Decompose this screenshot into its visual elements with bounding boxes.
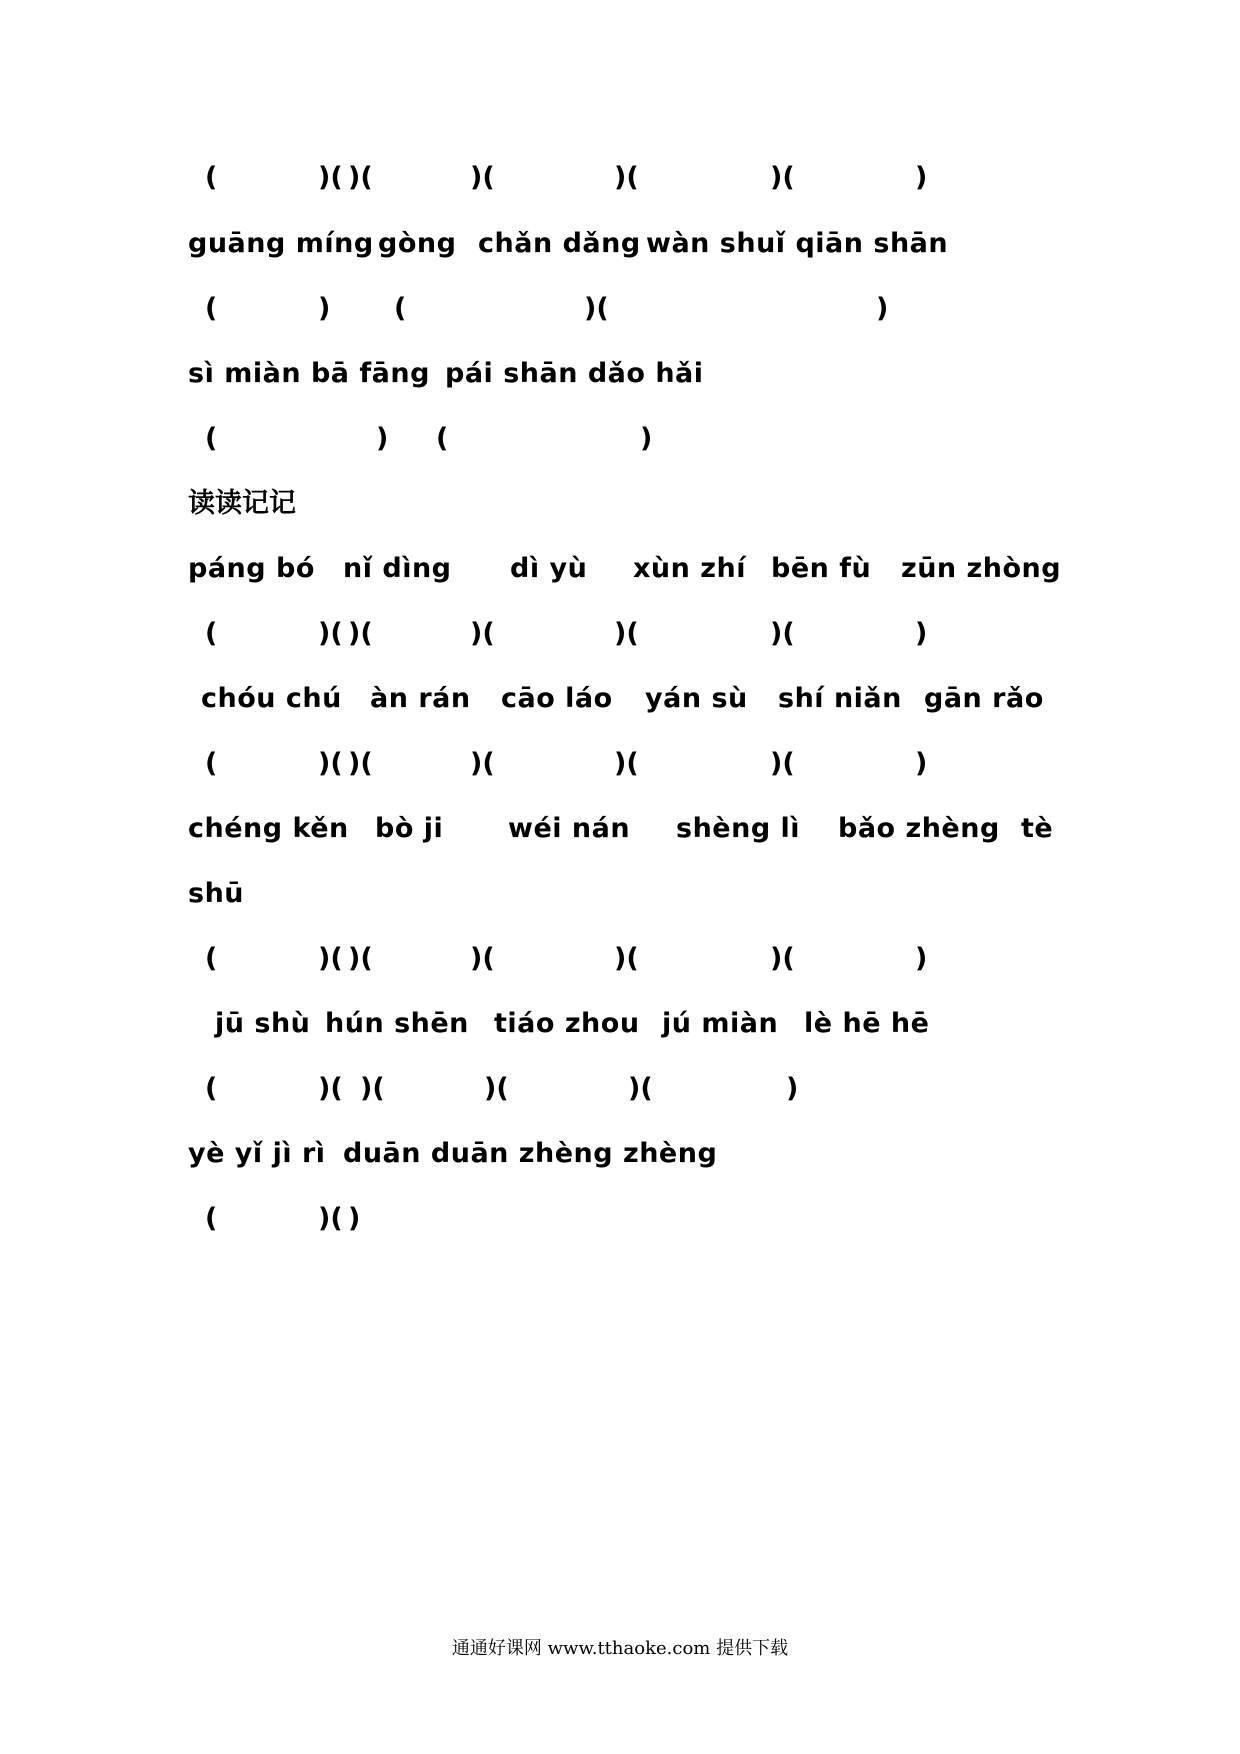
answer-blank-paren: )( [318, 618, 343, 649]
answer-blank-paren: ) [915, 618, 928, 649]
answer-blank-paren: )( [614, 618, 639, 649]
answer-blank-paren: ( [205, 1073, 218, 1104]
pinyin-word: yè yǐ jì rì [188, 1138, 326, 1169]
answer-blank-paren: )( [318, 943, 343, 974]
pinyin-word: shèng lì [676, 813, 801, 844]
answer-blank-paren: )( [318, 1073, 343, 1104]
answer-blank-paren: )( [614, 162, 639, 193]
answer-blank-paren: )( [484, 1073, 509, 1104]
answer-blank-paren: ( [205, 162, 218, 193]
pinyin-word: lè hē hē [804, 1008, 930, 1039]
pinyin-word: bò ji [375, 813, 444, 844]
answer-blank-paren: )( [318, 1203, 343, 1234]
answer-blank-paren: ) [915, 943, 928, 974]
answer-blank-paren: )( [584, 293, 609, 324]
answer-blank-paren: )( [348, 943, 373, 974]
pinyin-word: tiáo zhou [494, 1008, 640, 1039]
pinyin-word: sì miàn bā fāng [188, 358, 430, 389]
answer-blank-paren: ) [318, 293, 331, 324]
answer-blank-paren: )( [770, 748, 795, 779]
footer-text: 通通好课网 www.tthaoke.com 提供下载 [451, 1638, 789, 1659]
pinyin-word: jú miàn [662, 1008, 779, 1039]
answer-blank-paren: ) [640, 423, 653, 454]
answer-blank-paren: ( [394, 293, 407, 324]
pinyin-word: hún shēn [325, 1008, 469, 1039]
answer-blank-paren: )( [318, 162, 343, 193]
pinyin-word: shí niǎn [778, 683, 902, 714]
answer-blank-paren: )( [360, 1073, 385, 1104]
pinyin-word: dì yù [510, 553, 588, 584]
pinyin-word: àn rán [370, 683, 471, 714]
answer-blank-paren: ) [915, 162, 928, 193]
section-heading: 读读记记 [188, 488, 296, 519]
answer-blank-paren: ( [205, 748, 218, 779]
pinyin-word: cāo láo [501, 683, 613, 714]
pinyin-word: duān duān zhèng zhèng [343, 1138, 718, 1169]
answer-blank-paren: )( [614, 943, 639, 974]
pinyin-word: wéi nán [508, 813, 631, 844]
answer-blank-paren: )( [470, 618, 495, 649]
answer-blank-paren: )( [348, 162, 373, 193]
pinyin-word: chéng kěn [188, 813, 349, 844]
answer-blank-paren: )( [348, 618, 373, 649]
answer-blank-paren: ) [786, 1073, 799, 1104]
answer-blank-paren: )( [348, 748, 373, 779]
answer-blank-paren: )( [470, 162, 495, 193]
pinyin-word: gān rǎo [924, 683, 1044, 714]
answer-blank-paren: ) [376, 423, 389, 454]
pinyin-word: gòng [378, 228, 457, 259]
answer-blank-paren: ) [915, 748, 928, 779]
pinyin-word: chóu chú [201, 683, 342, 714]
answer-blank-paren: ( [205, 1203, 218, 1234]
answer-blank-paren: )( [470, 943, 495, 974]
answer-blank-paren: ( [205, 423, 218, 454]
answer-blank-paren: ( [436, 423, 449, 454]
pinyin-word: chǎn dǎng [478, 228, 641, 259]
pinyin-word: páng bó [188, 553, 315, 584]
pinyin-word: jū shù [215, 1008, 311, 1039]
pinyin-word: xùn zhí [633, 553, 746, 584]
pinyin-word: tè [1021, 813, 1054, 844]
pinyin-word: bēn fù [771, 553, 872, 584]
answer-blank-paren: )( [770, 943, 795, 974]
pinyin-word: guāng míng [188, 228, 374, 259]
answer-blank-paren: )( [628, 1073, 653, 1104]
pinyin-word: yán sù [645, 683, 748, 714]
answer-blank-paren: )( [770, 162, 795, 193]
pinyin-word: pái shān dǎo hǎi [445, 358, 704, 389]
pinyin-word: bǎo zhèng [838, 813, 1000, 844]
pinyin-word: shū [188, 878, 245, 909]
answer-blank-paren: ( [205, 293, 218, 324]
answer-blank-paren: )( [770, 618, 795, 649]
answer-blank-paren: ) [348, 1203, 361, 1234]
pinyin-word: wàn shuǐ qiān shān [646, 228, 949, 259]
answer-blank-paren: ) [876, 293, 889, 324]
answer-blank-paren: )( [614, 748, 639, 779]
answer-blank-paren: )( [470, 748, 495, 779]
pinyin-word: nǐ dìng [343, 553, 452, 584]
answer-blank-paren: ( [205, 943, 218, 974]
answer-blank-paren: )( [318, 748, 343, 779]
pinyin-word: zūn zhòng [901, 553, 1062, 584]
answer-blank-paren: ( [205, 618, 218, 649]
